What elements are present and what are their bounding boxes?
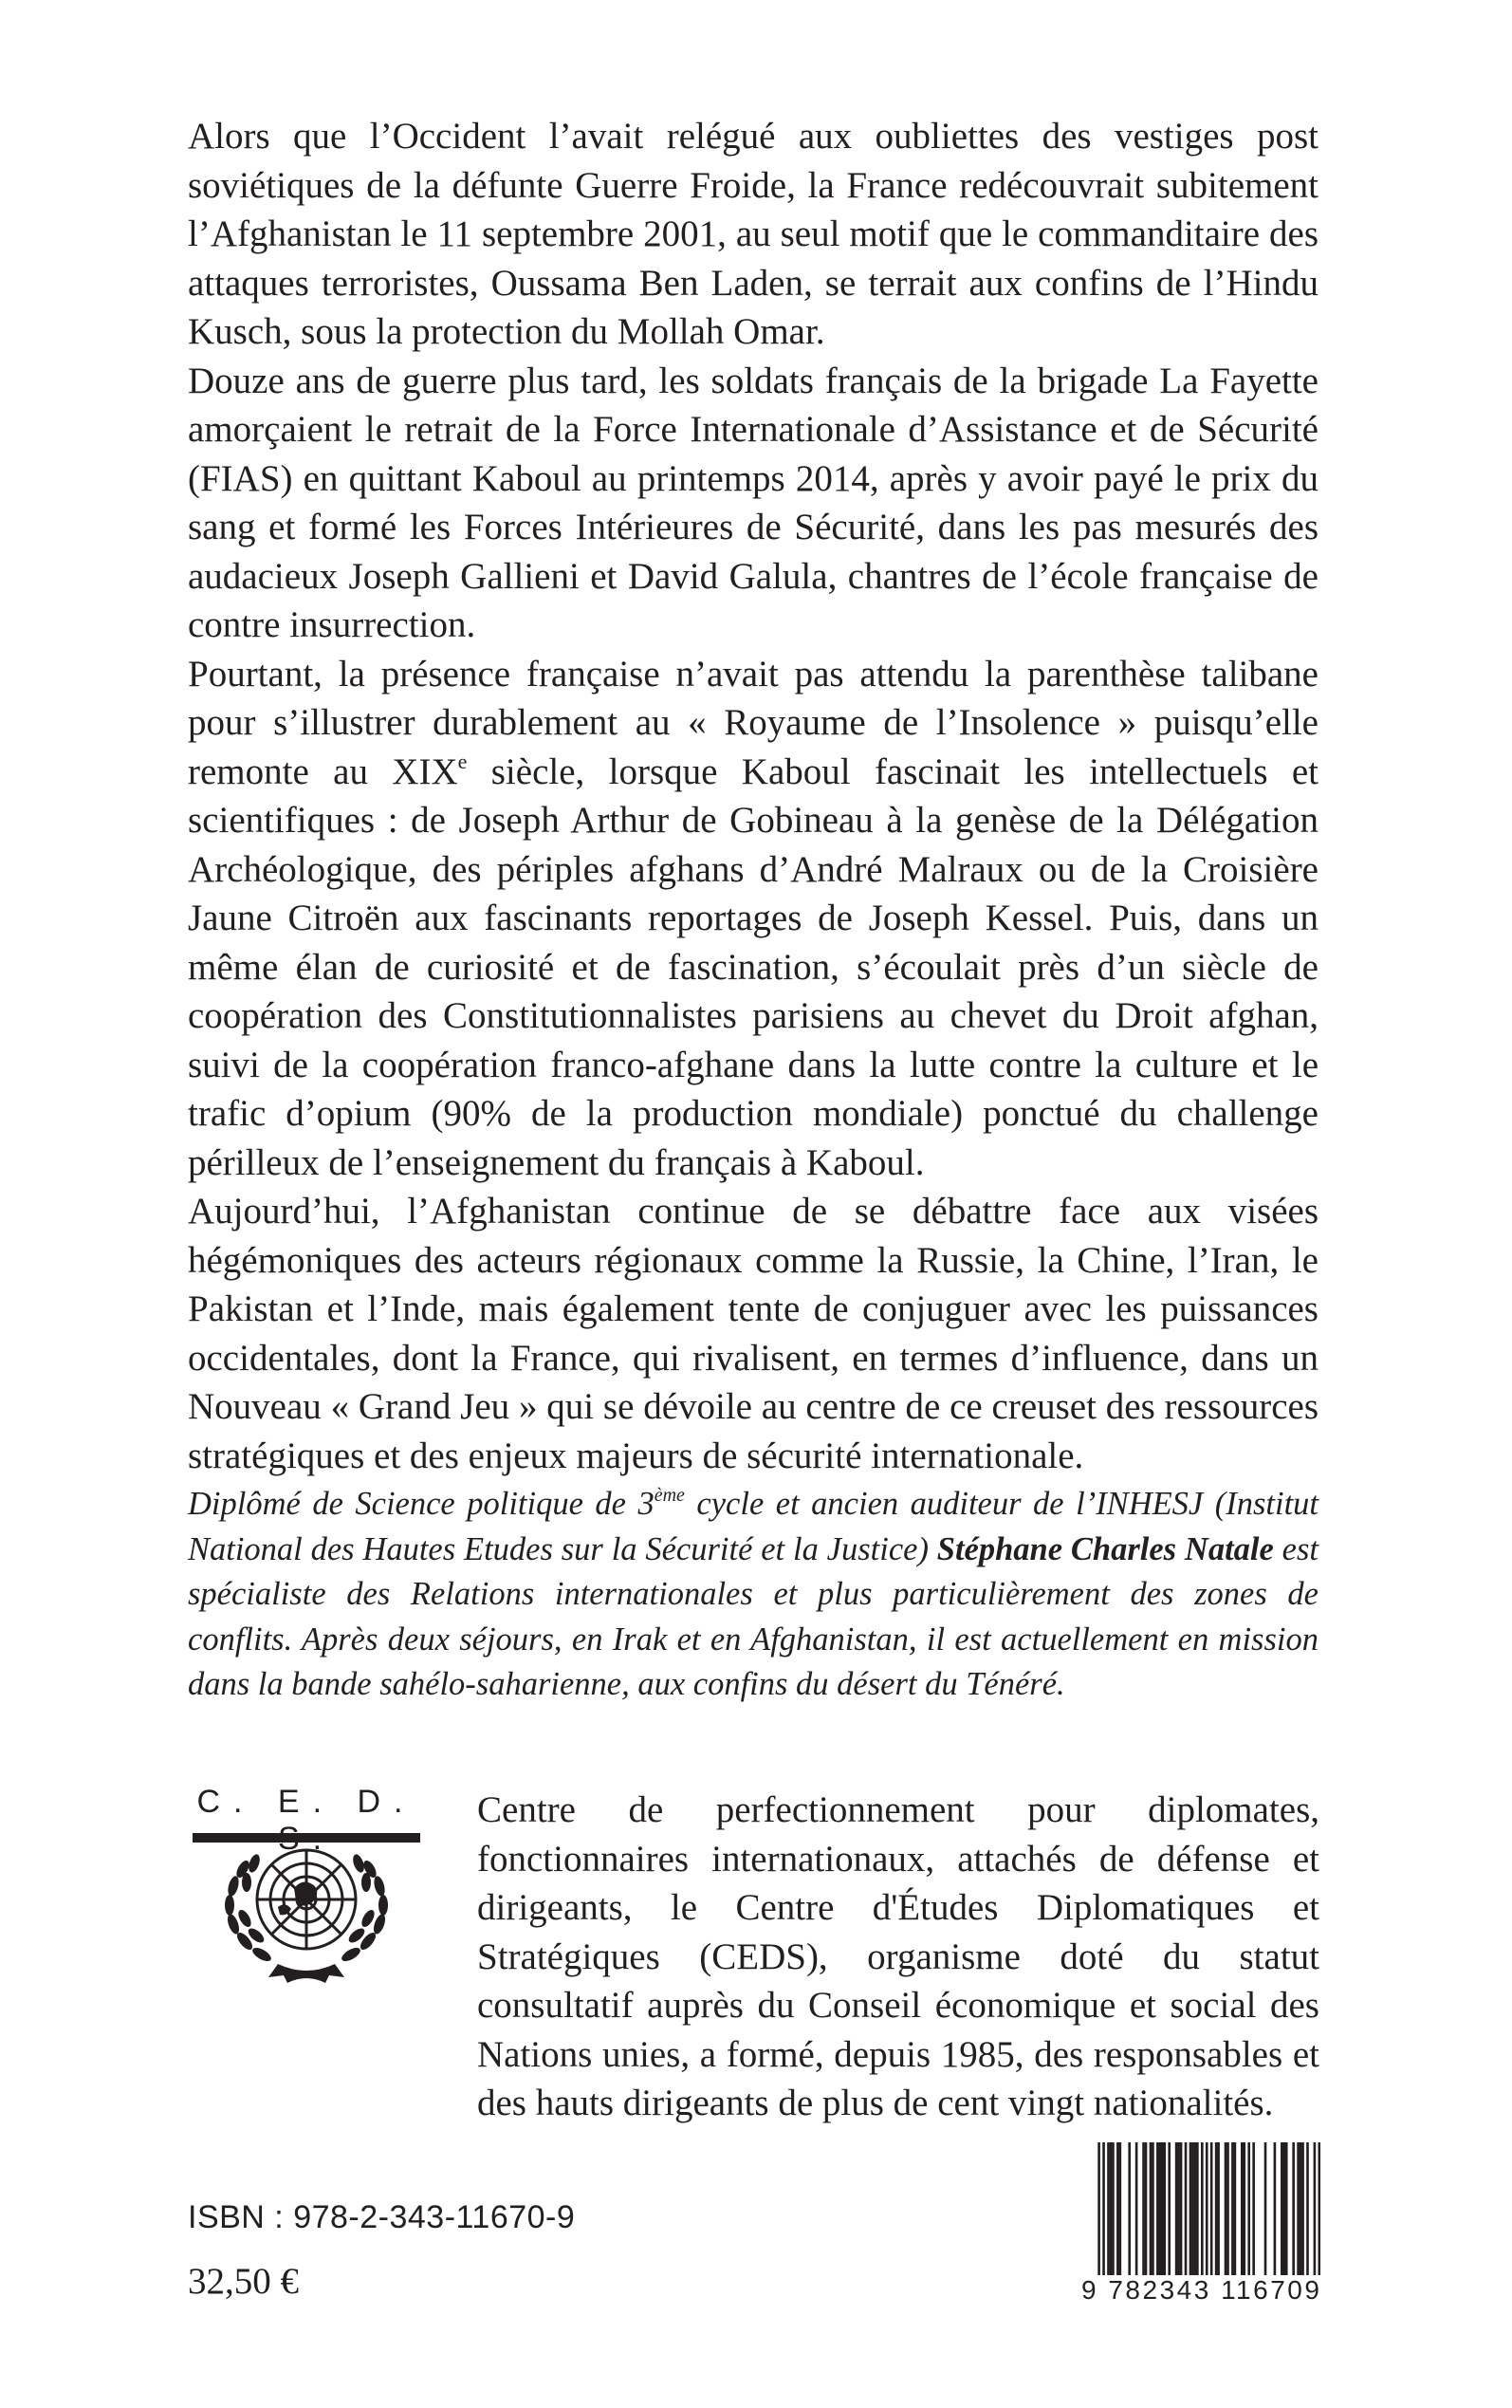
barcode-digits: 9 782343 116709 <box>1081 2275 1322 2305</box>
barcode-bar <box>1285 2142 1288 2275</box>
barcode-bar <box>1201 2142 1204 2275</box>
barcode-bar <box>1247 2142 1250 2275</box>
summary-paragraph-3 <box>188 650 1318 1188</box>
cycle-superscript: ème <box>654 1485 685 1506</box>
barcode-bar <box>1281 2142 1283 2275</box>
author-bio-part-1: Diplômé de Science politique de 3 <box>188 1486 655 1522</box>
barcode-bar <box>1163 2142 1166 2275</box>
barcode-bar <box>1231 2142 1234 2275</box>
barcode-bar <box>1161 2142 1164 2275</box>
summary-paragraph-3-part-2: siècle, lorsque Kaboul fascinait les intellectuels et scientifiques : de Joseph Arthur de Gobineau à la genèse de la Délégation Archéologique, des périples afghans d’André Malraux ou de la Croisière Jaune Citroën aux fascinants reportages de Joseph Kessel. Puis, dans un même élan de curiosité et de fascination, s’écoulait près d’un siècle de coopération des Constitutionnalistes parisiens au chevet du Droit afghan, suivi de la coopération franco-afghane dans la lutte contre la culture et le trafic d’opium (90% de la production mondiale) ponctué du challenge périlleux de l’enseignement du français à Kaboul. <box>188 750 1319 1183</box>
barcode-bar <box>1217 2142 1220 2275</box>
barcode-bar <box>1210 2142 1213 2294</box>
barcode-bar <box>1142 2142 1145 2275</box>
barcode-bar <box>1306 2142 1309 2275</box>
ceds-logo-letters: C. E. D. <box>196 1784 416 1820</box>
barcode-bar <box>1145 2142 1148 2275</box>
barcode-bar <box>1189 2142 1192 2275</box>
barcode-bar <box>1292 2142 1295 2275</box>
author-bio-part-3: est spécialiste des Relations internationales et plus particulièrement des zones de conflits. Après deux séjours, en Irak et en Afghanistan, il est actuellement en mission dans la bande sahélo-saharienne, aux confins du désert du Ténéré. <box>188 1530 1319 1702</box>
barcode-bar <box>1097 2142 1100 2294</box>
author-bio-part-2: cycle et ancien auditeur de l’INHESJ (Institut National des Hautes Etudes sur la Sécurité et la Justice) <box>188 1486 1318 1567</box>
summary-paragraph-3-part-1: Pourtant, la présence française n’avait pas attendu la parenthèse talibane pour s’illustrer durablement au « Royaume de l’Insolence » puisqu’elle remonte au XIX <box>188 653 1318 792</box>
barcode-bar <box>1215 2142 1218 2275</box>
barcode-bar <box>1112 2142 1115 2275</box>
barcode-bar <box>1226 2142 1229 2275</box>
summary-paragraph-4: Aujourd’hui, l’Afghanistan continue de se débattre face aux visées hégémoniques des acteurs régionaux comme la Russie, la Chine, l’Iran, le Pakistan et l’Inde, mais également tente de conjuguer avec les puissances occidentales, dont la France, qui rivalisent, en termes d’influence, dans un Nouveau « Grand Jeu » qui se dévoile au centre de ce creuset des ressources stratégiques et des enjeux majeurs de sécurité internationale. <box>188 1191 1318 1476</box>
barcode-bar <box>1180 2142 1183 2275</box>
barcode-bar <box>1102 2142 1105 2294</box>
barcode-bar <box>1119 2142 1122 2275</box>
barcode-bar <box>1168 2142 1171 2275</box>
author-name: Stéphane Charles Natale <box>936 1530 1274 1567</box>
barcode-bar <box>1206 2142 1208 2294</box>
barcode-bar <box>1225 2142 1227 2275</box>
barcode-bar <box>1159 2142 1162 2275</box>
ceds-logo <box>178 1784 434 1983</box>
barcode-bar <box>1300 2142 1302 2275</box>
barcode-bar <box>1128 2142 1131 2275</box>
barcode-bar <box>1252 2142 1255 2275</box>
barcode-bar <box>1116 2142 1119 2275</box>
barcode-bar <box>1156 2142 1159 2275</box>
barcode-bar <box>1175 2142 1178 2275</box>
summary-paragraph-1: Alors que l’Occident l’avait relégué aux oubliettes des vestiges post soviétiques de la défunte Guerre Froide, la France redécouvrait subitement l’Afghanistan le 11 septembre 2001, au seul motif que le commanditaire des attaques terroristes, Oussama Ben Laden, se terrait aux confins de l’Hindu Kusch, sous la protection du Mollah Omar. <box>188 116 1318 352</box>
barcode-bar <box>1177 2142 1180 2275</box>
barcode-bar <box>1314 2142 1317 2294</box>
ceds-description <box>477 1786 1319 2128</box>
barcode-bar <box>1196 2142 1199 2275</box>
author-bio <box>188 1482 1318 1708</box>
barcode-bar <box>1297 2142 1300 2275</box>
price: 32,50 € <box>188 2261 299 2302</box>
summary-text <box>188 112 1318 1480</box>
isbn: ISBN : 978-2-343-11670-9 <box>188 2199 576 2235</box>
barcode-bar <box>1234 2142 1237 2275</box>
barcode-bar <box>1194 2142 1197 2275</box>
barcode-bar <box>1191 2142 1194 2275</box>
un-emblem-icon <box>188 1831 425 1983</box>
barcode-bar <box>1135 2142 1138 2275</box>
barcode-bar <box>1301 2142 1304 2275</box>
summary-paragraph-2: Douze ans de guerre plus tard, les soldats français de la brigade La Fayette amorçaient le retrait de la Force Internationale d’Assistance et de Sécurité (FIAS) en quittant Kaboul au printemps 2014, après y avoir payé le prix du sang et formé les Forces Intérieures de Sécurité, dans les pas mesurés des audacieux Joseph Gallieni et David Galula, chantres de l’école française de contre insurrection. <box>188 360 1318 645</box>
barcode-bar <box>1152 2142 1154 2275</box>
barcode-bar <box>1318 2142 1320 2294</box>
author-bio-paragraph <box>188 1482 1318 1708</box>
barcode-bar <box>1274 2142 1277 2275</box>
barcode-bar <box>1107 2142 1110 2275</box>
barcode-bar <box>1110 2142 1113 2275</box>
barcode-bar <box>1241 2142 1244 2275</box>
barcode-bar <box>1243 2142 1245 2275</box>
century-superscript: e <box>457 749 468 773</box>
barcode-bar <box>1185 2142 1188 2275</box>
barcode-bar <box>1150 2142 1152 2275</box>
barcode-bar <box>1264 2142 1267 2275</box>
barcode-bar <box>1282 2142 1285 2275</box>
ceds-description-paragraph: Centre de perfectionnement pour diplomates, fonctionnaires internationaux, attachés de défense et dirigeants, le Centre d'Études Diplomatiques et Stratégiques (CEDS), organisme doté du statut consultatif auprès du Conseil économique et social des Nations unies, a formé, depuis 1985, des responsables et des hauts dirigeants de plus de cent vingt nationalités. <box>477 1789 1319 2123</box>
